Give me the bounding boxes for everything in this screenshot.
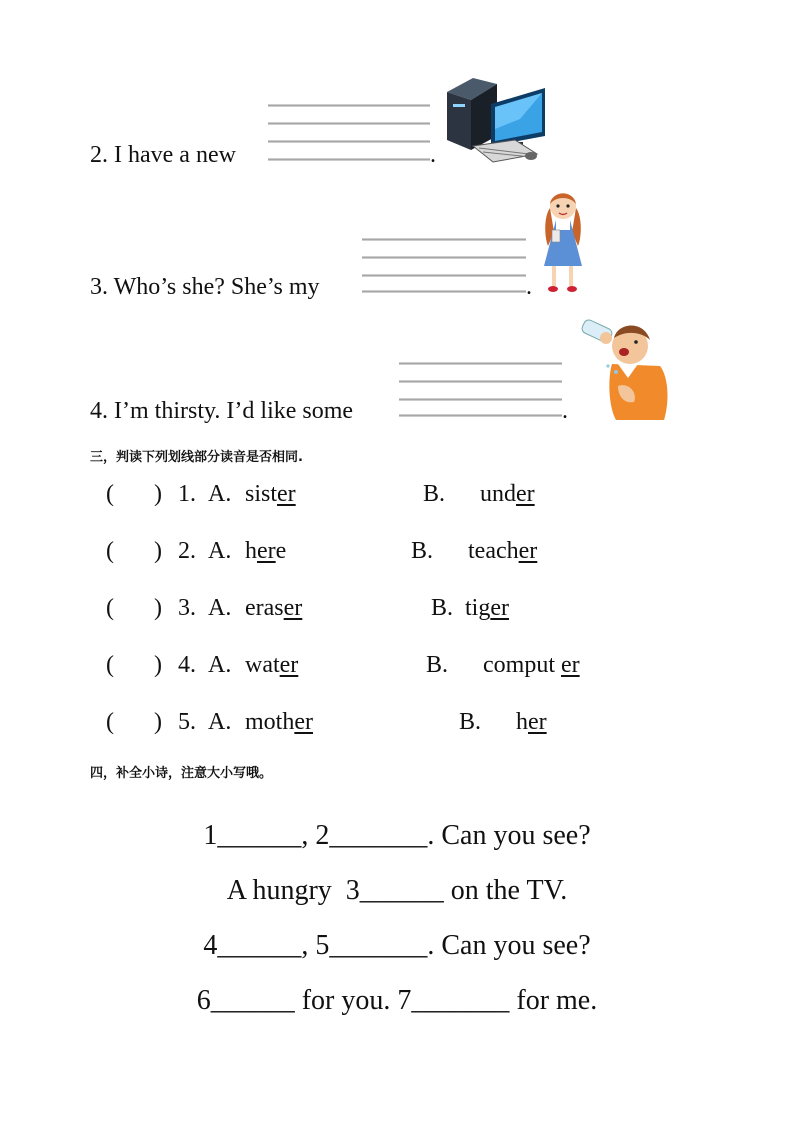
item-number: 4. <box>178 652 196 678</box>
question-2-text: 2. I have a new <box>90 142 236 168</box>
answer-lines-2[interactable] <box>268 104 430 164</box>
option-a-label: A. <box>208 709 232 735</box>
question-3-period: . <box>526 274 532 300</box>
answer-paren-open[interactable]: ( <box>106 595 114 621</box>
section-3-title: 三，判读下列划线部分读音是否相同. <box>90 450 303 465</box>
option-a-word: mother <box>245 709 313 735</box>
option-b-label: B. <box>423 481 446 507</box>
option-b-label: B. <box>426 652 449 678</box>
computer-icon <box>445 74 550 164</box>
poem-line-2: A hungry 3______ on the TV. <box>226 875 568 906</box>
item-number: 3. <box>178 595 196 621</box>
option-b-word: teacher <box>468 538 538 564</box>
thirsty-boy-drinking-icon <box>578 316 673 422</box>
option-a-word: eraser <box>245 595 303 621</box>
answer-paren-close: ) <box>154 481 162 507</box>
option-b-label: B. <box>411 538 434 564</box>
option-b-word: comput er <box>483 652 580 678</box>
option-b-label: B. <box>459 709 482 735</box>
option-a-word: water <box>245 652 299 678</box>
answer-lines-4[interactable] <box>399 362 562 420</box>
question-4-text: 4. I’m thirsty. I’d like some <box>90 398 354 424</box>
poem-line-1: 1______, 2_______. Can you see? <box>203 820 591 851</box>
option-a-label: A. <box>208 481 232 507</box>
answer-paren-open[interactable]: ( <box>106 538 114 564</box>
option-b-word: under <box>480 481 535 507</box>
section-4-title: 四，补全小诗，注意大小写哦。 <box>90 766 273 781</box>
answer-lines-3[interactable] <box>362 238 526 296</box>
question-4-period: . <box>562 398 568 424</box>
option-a-label: A. <box>208 595 232 621</box>
answer-paren-close: ) <box>154 652 162 678</box>
answer-paren-close: ) <box>154 709 162 735</box>
answer-paren-open[interactable]: ( <box>106 481 114 507</box>
poem-line-3: 4______, 5_______. Can you see? <box>203 930 591 961</box>
answer-paren-close: ) <box>154 595 162 621</box>
item-number: 2. <box>178 538 196 564</box>
question-2-period: . <box>430 142 436 168</box>
option-b-label: B. <box>431 595 454 621</box>
answer-paren-open[interactable]: ( <box>106 709 114 735</box>
option-a-label: A. <box>208 538 232 564</box>
option-a-word: here <box>245 538 287 564</box>
item-number: 5. <box>178 709 196 735</box>
option-b-word: tiger <box>465 595 509 621</box>
answer-paren-open[interactable]: ( <box>106 652 114 678</box>
item-number: 1. <box>178 481 196 507</box>
option-a-label: A. <box>208 652 232 678</box>
question-3-text: 3. Who’s she? She’s my <box>90 274 320 300</box>
answer-paren-close: ) <box>154 538 162 564</box>
poem-line-4: 6______ for you. 7_______ for me. <box>196 985 598 1016</box>
option-a-word: sister <box>245 481 296 507</box>
option-b-word: her <box>516 709 547 735</box>
girl-icon <box>538 186 588 296</box>
